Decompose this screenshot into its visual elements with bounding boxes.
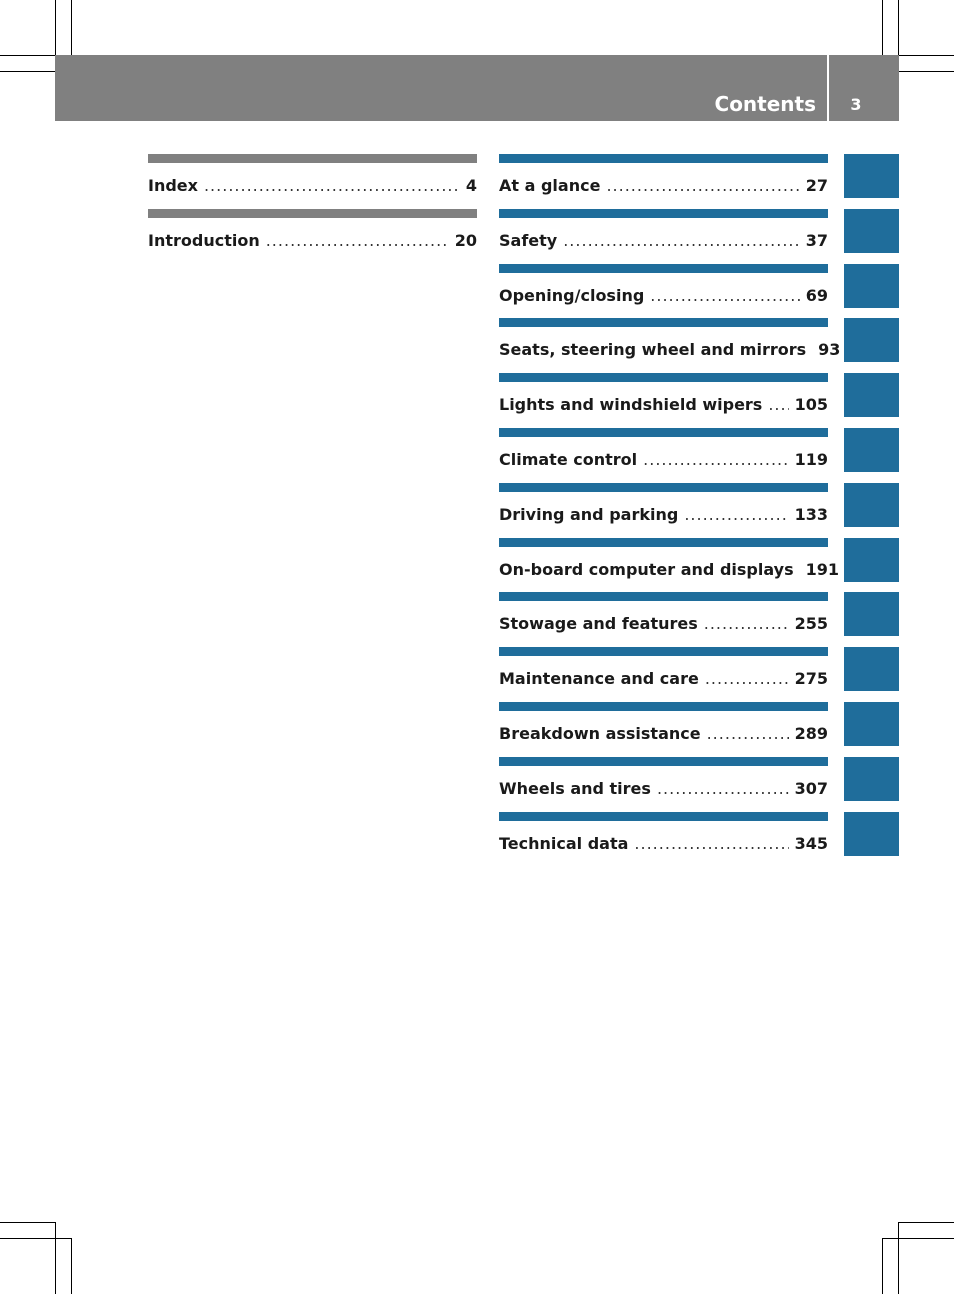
- toc-row: [499, 834, 828, 856]
- crop-mark: [71, 1238, 72, 1294]
- toc-label: Breakdown assistance: [499, 724, 701, 743]
- toc-entry[interactable]: [499, 209, 828, 255]
- toc-page-number: 69: [805, 285, 828, 305]
- chapter-tab[interactable]: [844, 154, 899, 198]
- section-bar: [499, 647, 828, 656]
- toc-page-number: 307: [794, 778, 828, 798]
- toc-row: [499, 450, 828, 472]
- chapter-tab[interactable]: [844, 702, 899, 746]
- page-title: Contents: [714, 92, 816, 116]
- toc-row: [499, 614, 828, 636]
- toc-label: Opening/closing: [499, 285, 645, 305]
- crop-mark: [899, 55, 954, 56]
- toc-page-number: 20: [454, 230, 477, 250]
- toc-entry[interactable]: [499, 318, 841, 364]
- toc-entry[interactable]: [499, 483, 828, 529]
- section-bar: [499, 209, 828, 218]
- crop-mark: [898, 1222, 954, 1223]
- toc-page-number: 275: [794, 669, 828, 689]
- toc-entry[interactable]: [499, 154, 828, 200]
- toc-entry[interactable]: [499, 538, 840, 584]
- toc-label: At a glance: [499, 176, 601, 195]
- crop-mark: [55, 0, 56, 55]
- crop-mark: [899, 71, 954, 72]
- toc-label: Wheels and tires: [499, 778, 651, 798]
- chapter-tab[interactable]: [844, 592, 899, 636]
- toc-leader-dots: [657, 779, 789, 798]
- chapter-tab[interactable]: [844, 209, 899, 253]
- toc-row: [148, 176, 477, 198]
- toc-entry[interactable]: [499, 647, 828, 693]
- chapter-tab[interactable]: [844, 483, 899, 527]
- chapter-tab[interactable]: [844, 647, 899, 691]
- toc-entry[interactable]: [499, 592, 828, 638]
- toc-label: Seats, steering wheel and mirrors: [499, 340, 807, 360]
- toc-page-number: 4: [465, 176, 477, 195]
- toc-label: Introduction: [148, 230, 260, 250]
- chapter-tab[interactable]: [844, 538, 899, 582]
- section-bar: [499, 592, 828, 601]
- crop-mark: [882, 0, 883, 55]
- section-bar: [499, 757, 828, 766]
- toc-row: [499, 724, 828, 746]
- toc-row: [499, 505, 828, 527]
- chapter-tab[interactable]: [844, 373, 899, 417]
- toc-page-number: 255: [794, 614, 828, 634]
- toc-entry[interactable]: [499, 373, 828, 419]
- toc-page-number: 133: [794, 504, 828, 524]
- toc-label: Driving and parking: [499, 504, 679, 524]
- toc-leader-dots: [563, 231, 800, 250]
- toc-leader-dots: [650, 286, 799, 305]
- toc-page-number: 105: [794, 395, 828, 415]
- toc-label: Technical data: [499, 833, 629, 853]
- toc-row: [499, 669, 828, 691]
- toc-leader-dots: [704, 614, 789, 633]
- section-bar: [499, 483, 828, 492]
- toc-leader-dots: [707, 724, 789, 743]
- toc-entry[interactable]: [499, 702, 828, 748]
- section-bar: [499, 373, 828, 382]
- toc-row: [148, 231, 477, 253]
- section-bar: [148, 209, 477, 218]
- toc-entry[interactable]: [499, 264, 828, 310]
- section-bar: [148, 154, 477, 163]
- toc-page-number: 119: [794, 450, 828, 469]
- toc-leader-dots: [705, 669, 789, 688]
- section-bar: [499, 702, 828, 711]
- toc-row: [499, 231, 828, 253]
- toc-leader-dots: [643, 450, 788, 469]
- toc-label: Lights and windshield wipers: [499, 395, 763, 415]
- chapter-tab[interactable]: [844, 812, 899, 856]
- toc-entry[interactable]: [499, 812, 828, 858]
- crop-mark: [898, 1222, 899, 1294]
- toc-row: [499, 340, 841, 362]
- toc-leader-dots: [768, 395, 788, 414]
- toc-label: Stowage and features: [499, 614, 698, 634]
- toc-label: Index: [148, 176, 198, 195]
- section-bar: [499, 154, 828, 163]
- page-number: 3: [850, 95, 862, 114]
- toc-row: [499, 395, 828, 417]
- toc-entry[interactable]: [148, 209, 477, 255]
- toc-leader-dots: [606, 176, 799, 195]
- crop-mark: [882, 1238, 954, 1239]
- toc-leader-dots: [684, 505, 788, 524]
- crop-mark: [71, 0, 72, 55]
- toc-leader-dots: [204, 176, 460, 195]
- toc-page-number: 191: [805, 559, 840, 579]
- toc-leader-dots: [266, 231, 449, 250]
- chapter-tab[interactable]: [844, 318, 899, 362]
- toc-page-number: 345: [794, 833, 828, 853]
- crop-mark: [898, 0, 899, 55]
- toc-page-number: 93: [818, 340, 841, 360]
- toc-row: [499, 779, 828, 801]
- toc-row: [499, 559, 840, 582]
- section-bar: [499, 264, 828, 273]
- section-bar: [499, 428, 828, 437]
- crop-mark: [882, 1238, 883, 1294]
- toc-label: Maintenance and care: [499, 669, 699, 689]
- toc-label: On-board computer and displays: [499, 559, 794, 579]
- crop-mark: [0, 55, 55, 56]
- toc-row: [499, 176, 828, 198]
- toc-page-number: 37: [805, 230, 828, 250]
- chapter-tab[interactable]: [844, 757, 899, 801]
- toc-leader-dots: [634, 834, 788, 853]
- toc-entry[interactable]: [499, 428, 828, 474]
- section-bar: [499, 318, 828, 327]
- toc-label: Safety: [499, 230, 558, 250]
- toc-entry[interactable]: [148, 154, 477, 200]
- chapter-tab[interactable]: [844, 264, 899, 308]
- crop-mark: [0, 71, 55, 72]
- crop-mark: [0, 1222, 55, 1223]
- chapter-tab[interactable]: [844, 428, 899, 472]
- toc-page-number: 27: [805, 176, 828, 195]
- crop-mark: [55, 1222, 56, 1294]
- toc-entry[interactable]: [499, 757, 828, 803]
- toc-page-number: 289: [794, 724, 828, 743]
- toc-label: Climate control: [499, 450, 638, 469]
- crop-mark: [0, 1238, 71, 1239]
- section-bar: [499, 812, 828, 821]
- toc-row: [499, 286, 828, 308]
- section-bar: [499, 538, 828, 547]
